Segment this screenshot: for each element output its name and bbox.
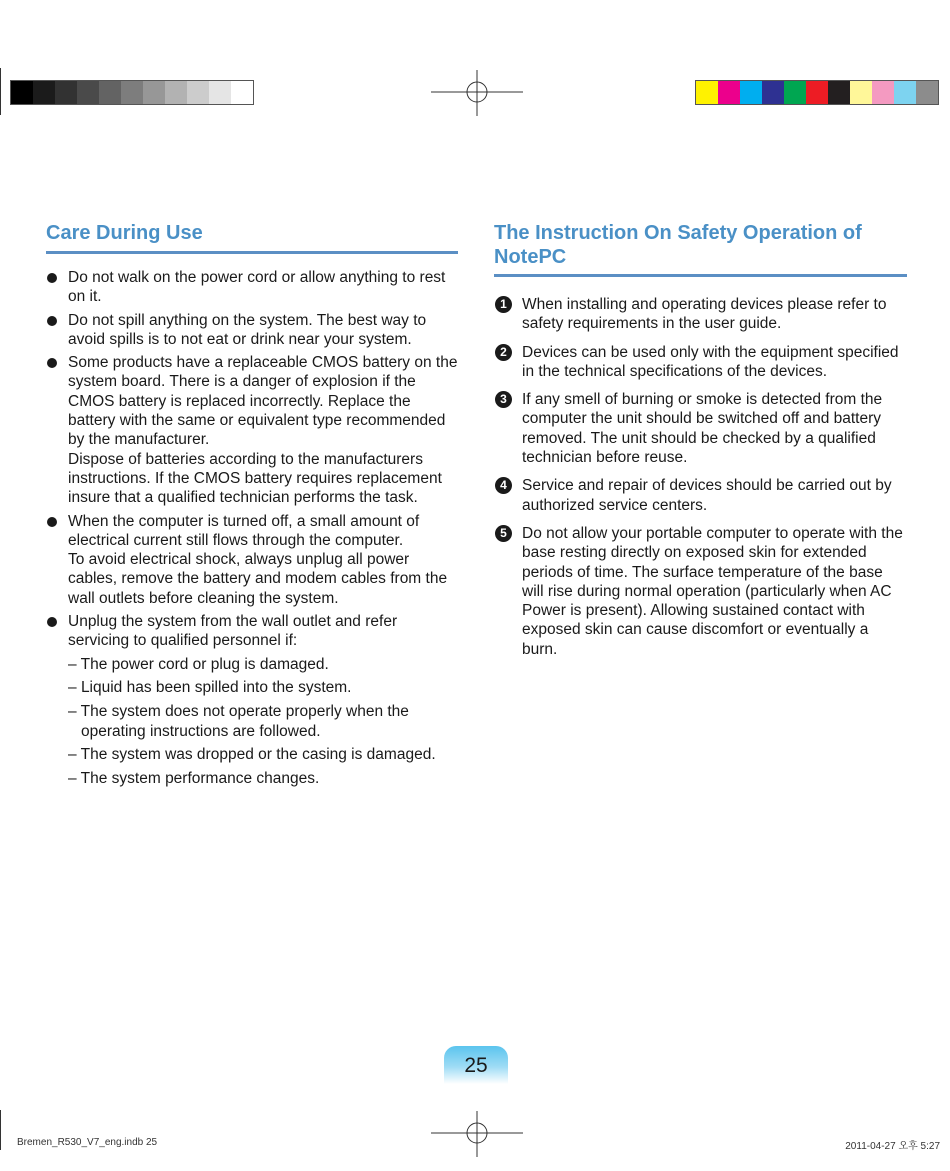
care-bullet-item bbox=[46, 311, 458, 350]
safety-item bbox=[494, 343, 907, 382]
number-circle-icon: 2 bbox=[495, 344, 512, 361]
color-swatch bbox=[916, 81, 938, 104]
number-circle-icon: 5 bbox=[495, 525, 512, 542]
page-number: 25 bbox=[444, 1046, 508, 1084]
servicing-condition-item: – The system was dropped or the casing is damaged. bbox=[68, 745, 458, 764]
color-swatch bbox=[740, 81, 762, 104]
servicing-condition-item: – The system performance changes. bbox=[68, 769, 458, 788]
color-swatch bbox=[784, 81, 806, 104]
safety-item bbox=[494, 524, 907, 659]
gray-swatch bbox=[11, 81, 33, 104]
care-during-use-section bbox=[46, 221, 458, 793]
gray-swatch bbox=[143, 81, 165, 104]
safety-item bbox=[494, 390, 907, 467]
gray-swatch bbox=[121, 81, 143, 104]
bullet-text: Dispose of batteries according to the manufacturers instructions. If the CMOS battery requires replacement insure that a qualified technician performs the task. bbox=[68, 450, 442, 507]
safety-item-text: When installing and operating devices please refer to safety requirements in the user guide. bbox=[522, 296, 887, 333]
color-swatch bbox=[718, 81, 740, 104]
bullet-dot-icon bbox=[47, 517, 57, 527]
number-circle-icon: 4 bbox=[495, 477, 512, 494]
safety-item bbox=[494, 295, 907, 334]
gray-swatch bbox=[165, 81, 187, 104]
registration-mark-bottom bbox=[431, 1111, 523, 1157]
care-bullet-item bbox=[46, 353, 458, 507]
bullet-text: Do not spill anything on the system. The best way to avoid spills is to not eat or drink near your system. bbox=[68, 311, 427, 348]
color-calibration-bar bbox=[695, 80, 939, 105]
grayscale-calibration-bar bbox=[10, 80, 254, 105]
color-swatch bbox=[762, 81, 784, 104]
color-swatch bbox=[850, 81, 872, 104]
safety-operation-section bbox=[494, 221, 907, 668]
bullet-dot-icon bbox=[47, 273, 57, 283]
crop-mark-left-bottom bbox=[0, 1110, 1, 1150]
safety-item bbox=[494, 476, 907, 515]
care-bullet-item bbox=[46, 268, 458, 307]
color-swatch bbox=[894, 81, 916, 104]
servicing-condition-item: – The power cord or plug is damaged. bbox=[68, 655, 458, 674]
bullet-text: Do not walk on the power cord or allow anything to rest on it. bbox=[68, 269, 446, 306]
care-bullet-item bbox=[46, 612, 458, 788]
footer-timestamp: 2011-04-27 오후 5:27 bbox=[845, 1141, 940, 1152]
bullet-dot-icon bbox=[47, 617, 57, 627]
bullet-text: Some products have a replaceable CMOS battery on the system board. There is a danger of explosion if the CMOS battery is replaced incorrectly. Replace the battery with the same or equivalent type recommended by the manufacturer. bbox=[68, 354, 458, 449]
section-title-care: Care During Use bbox=[46, 221, 458, 254]
section-title-safety: The Instruction On Safety Operation of NotePC bbox=[494, 221, 907, 277]
gray-swatch bbox=[99, 81, 121, 104]
footer-file-info: Bremen_R530_V7_eng.indb 25 bbox=[17, 1137, 158, 1148]
color-swatch bbox=[696, 81, 718, 104]
bullet-text: To avoid electrical shock, always unplug all power cables, remove the battery and modem cables from the wall outlets before cleaning the system. bbox=[68, 551, 448, 607]
gray-swatch bbox=[187, 81, 209, 104]
safety-item-text: Devices can be used only with the equipment specified in the technical specifications of the devices. bbox=[522, 343, 899, 380]
bullet-dot-icon bbox=[47, 316, 57, 326]
color-swatch bbox=[806, 81, 828, 104]
bullet-dot-icon bbox=[47, 358, 57, 368]
number-circle-icon: 1 bbox=[495, 296, 512, 313]
care-bullet-item bbox=[46, 512, 458, 608]
bullet-text: Unplug the system from the wall outlet and refer servicing to qualified personnel if: bbox=[68, 613, 398, 650]
number-circle-icon: 3 bbox=[495, 391, 512, 408]
safety-item-text: If any smell of burning or smoke is detected from the computer the unit should be switched off and battery removed. The unit should be checked by a qualified technician before reuse. bbox=[522, 391, 883, 467]
safety-numbered-list bbox=[494, 295, 907, 659]
gray-swatch bbox=[209, 81, 231, 104]
registration-mark-top bbox=[431, 70, 523, 116]
color-swatch bbox=[828, 81, 850, 104]
gray-swatch bbox=[33, 81, 55, 104]
bullet-text: When the computer is turned off, a small amount of electrical current still flows through the computer. bbox=[68, 512, 420, 549]
safety-item-text: Do not allow your portable computer to operate with the base resting directly on exposed skin for extended periods of time. The surface temperature of the base will rise during normal operation (particularly when AC Power is present). Allowing sustained contact with exposed skin can cause discomfort or eventually a burn. bbox=[522, 524, 903, 658]
gray-swatch bbox=[77, 81, 99, 104]
servicing-condition-item: – Liquid has been spilled into the system. bbox=[68, 678, 458, 697]
gray-swatch bbox=[55, 81, 77, 104]
servicing-conditions-list bbox=[68, 655, 458, 789]
safety-item-text: Service and repair of devices should be carried out by authorized service centers. bbox=[522, 477, 892, 514]
care-bullet-list bbox=[46, 268, 458, 788]
color-swatch bbox=[872, 81, 894, 104]
crop-mark-left-top bbox=[0, 68, 1, 115]
servicing-condition-item: – The system does not operate properly when the operating instructions are followed. bbox=[68, 702, 458, 741]
gray-swatch bbox=[231, 81, 253, 104]
